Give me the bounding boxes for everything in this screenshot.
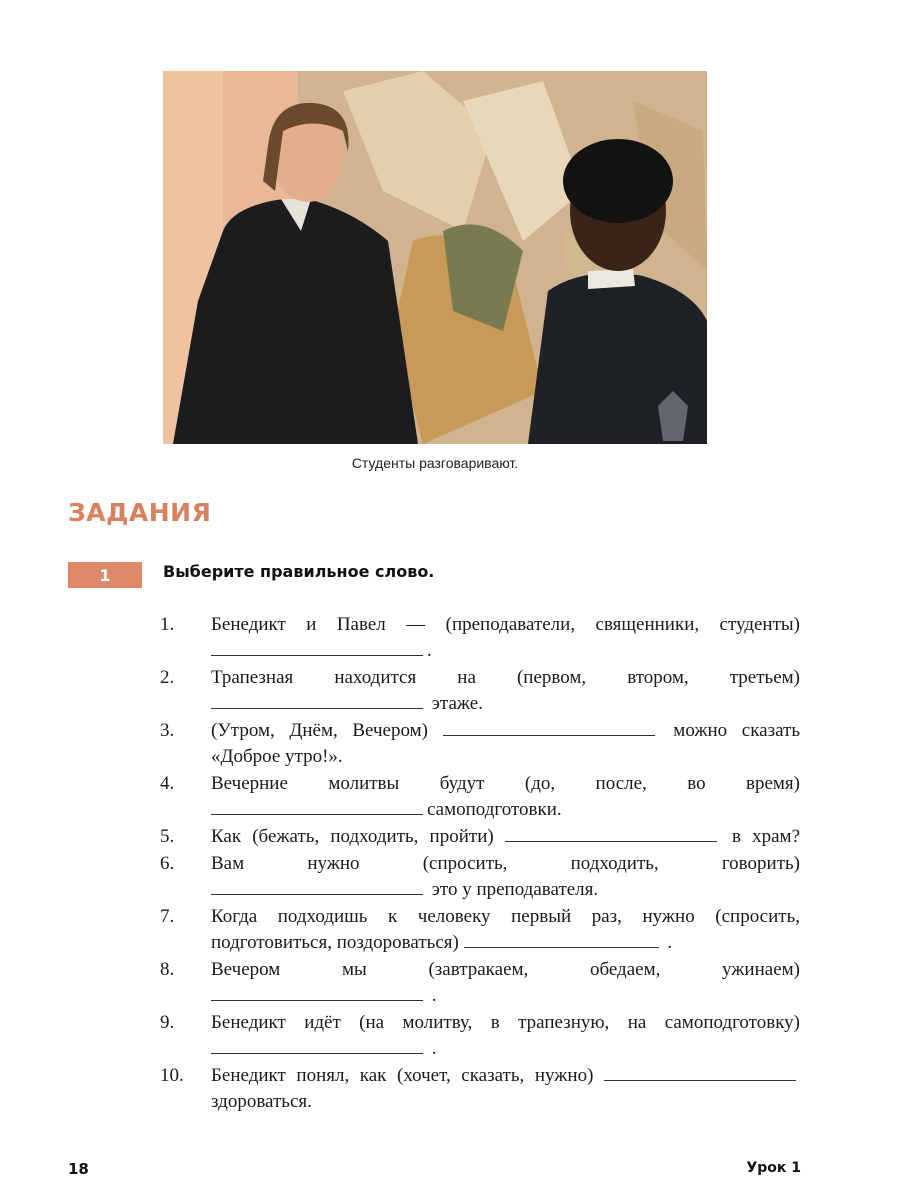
exercise-item xyxy=(160,718,800,770)
exercise-item xyxy=(160,824,800,850)
answer-blank[interactable] xyxy=(443,719,655,736)
page-number: 18 xyxy=(68,1160,89,1178)
exercise-number: 1. xyxy=(160,614,175,635)
exercise-line: Когда подходишь к человеку первый раз, нужно (спросить, xyxy=(211,906,800,927)
answer-blank[interactable] xyxy=(505,825,717,842)
exercise-item xyxy=(160,851,800,903)
exercise-line: «Доброе утро!». xyxy=(211,746,343,767)
exercise-line: Трапезная находится на (первом, втором, третьем) xyxy=(211,667,800,688)
answer-blank[interactable] xyxy=(211,878,423,895)
exercise-line: самоподготовки. xyxy=(211,797,800,823)
exercise-number: 2. xyxy=(160,667,175,688)
answer-blank[interactable] xyxy=(211,984,423,1001)
answer-blank[interactable] xyxy=(211,639,423,656)
exercise-number: 5. xyxy=(160,826,175,847)
exercise-line: здороваться. xyxy=(211,1091,312,1112)
exercise-line: . xyxy=(211,638,800,664)
exercise-item xyxy=(160,1010,800,1062)
exercise-line: подготовиться, поздороваться) . xyxy=(211,932,673,953)
exercise-item xyxy=(160,1063,800,1115)
exercise-line: Как (бежать, подходить, пройти) в храм? xyxy=(211,826,801,847)
task-number-badge xyxy=(68,562,142,588)
exercise-line: это у преподавателя. xyxy=(211,877,800,903)
exercise-number: 9. xyxy=(160,1012,175,1033)
photo-caption: Студенты разговаривают. xyxy=(351,455,519,471)
answer-blank[interactable] xyxy=(211,1037,423,1054)
exercise-item xyxy=(160,612,800,664)
photo-students-talking xyxy=(163,71,707,444)
exercise-line: Бенедикт идёт (на молитву, в трапезную, на самоподготовку) xyxy=(211,1012,800,1033)
exercise-item xyxy=(160,665,800,717)
exercise-line: Вечерние молитвы будут (до, после, во время) xyxy=(211,773,800,794)
exercise-line: (Утром, Днём, Вечером) можно сказать xyxy=(211,720,801,741)
exercise-line: Бенедикт понял, как (хочет, сказать, нужно) xyxy=(211,1063,800,1089)
exercise-number: 10. xyxy=(160,1065,184,1086)
task-instruction: Выберите правильное слово. xyxy=(163,562,435,581)
task-number: 1 xyxy=(99,565,111,585)
exercise-item xyxy=(160,957,800,1009)
lesson-label: Урок 1 xyxy=(746,1160,801,1176)
exercise-item xyxy=(160,771,800,823)
section-title: ЗАДАНИЯ xyxy=(68,498,212,527)
exercise-line: Вам нужно (спросить, подходить, говорить) xyxy=(211,853,800,874)
exercise-item xyxy=(160,904,800,956)
exercise-number: 4. xyxy=(160,773,175,794)
exercise-line: . xyxy=(211,1036,800,1062)
answer-blank[interactable] xyxy=(464,931,659,948)
exercise-number: 3. xyxy=(160,720,175,741)
exercise-number: 6. xyxy=(160,853,175,874)
answer-blank[interactable] xyxy=(211,692,423,709)
exercise-line: Бенедикт и Павел — (преподаватели, священники, студенты) xyxy=(211,614,800,635)
answer-blank[interactable] xyxy=(604,1064,796,1081)
answer-blank[interactable] xyxy=(211,798,423,815)
exercise-line: этаже. xyxy=(211,691,800,717)
exercise-number: 8. xyxy=(160,959,175,980)
exercise-line: Вечером мы (завтракаем, обедаем, ужинаем) xyxy=(211,959,800,980)
exercise-number: 7. xyxy=(160,906,175,927)
exercise-line: . xyxy=(211,983,800,1009)
exercise-list xyxy=(160,612,800,1116)
